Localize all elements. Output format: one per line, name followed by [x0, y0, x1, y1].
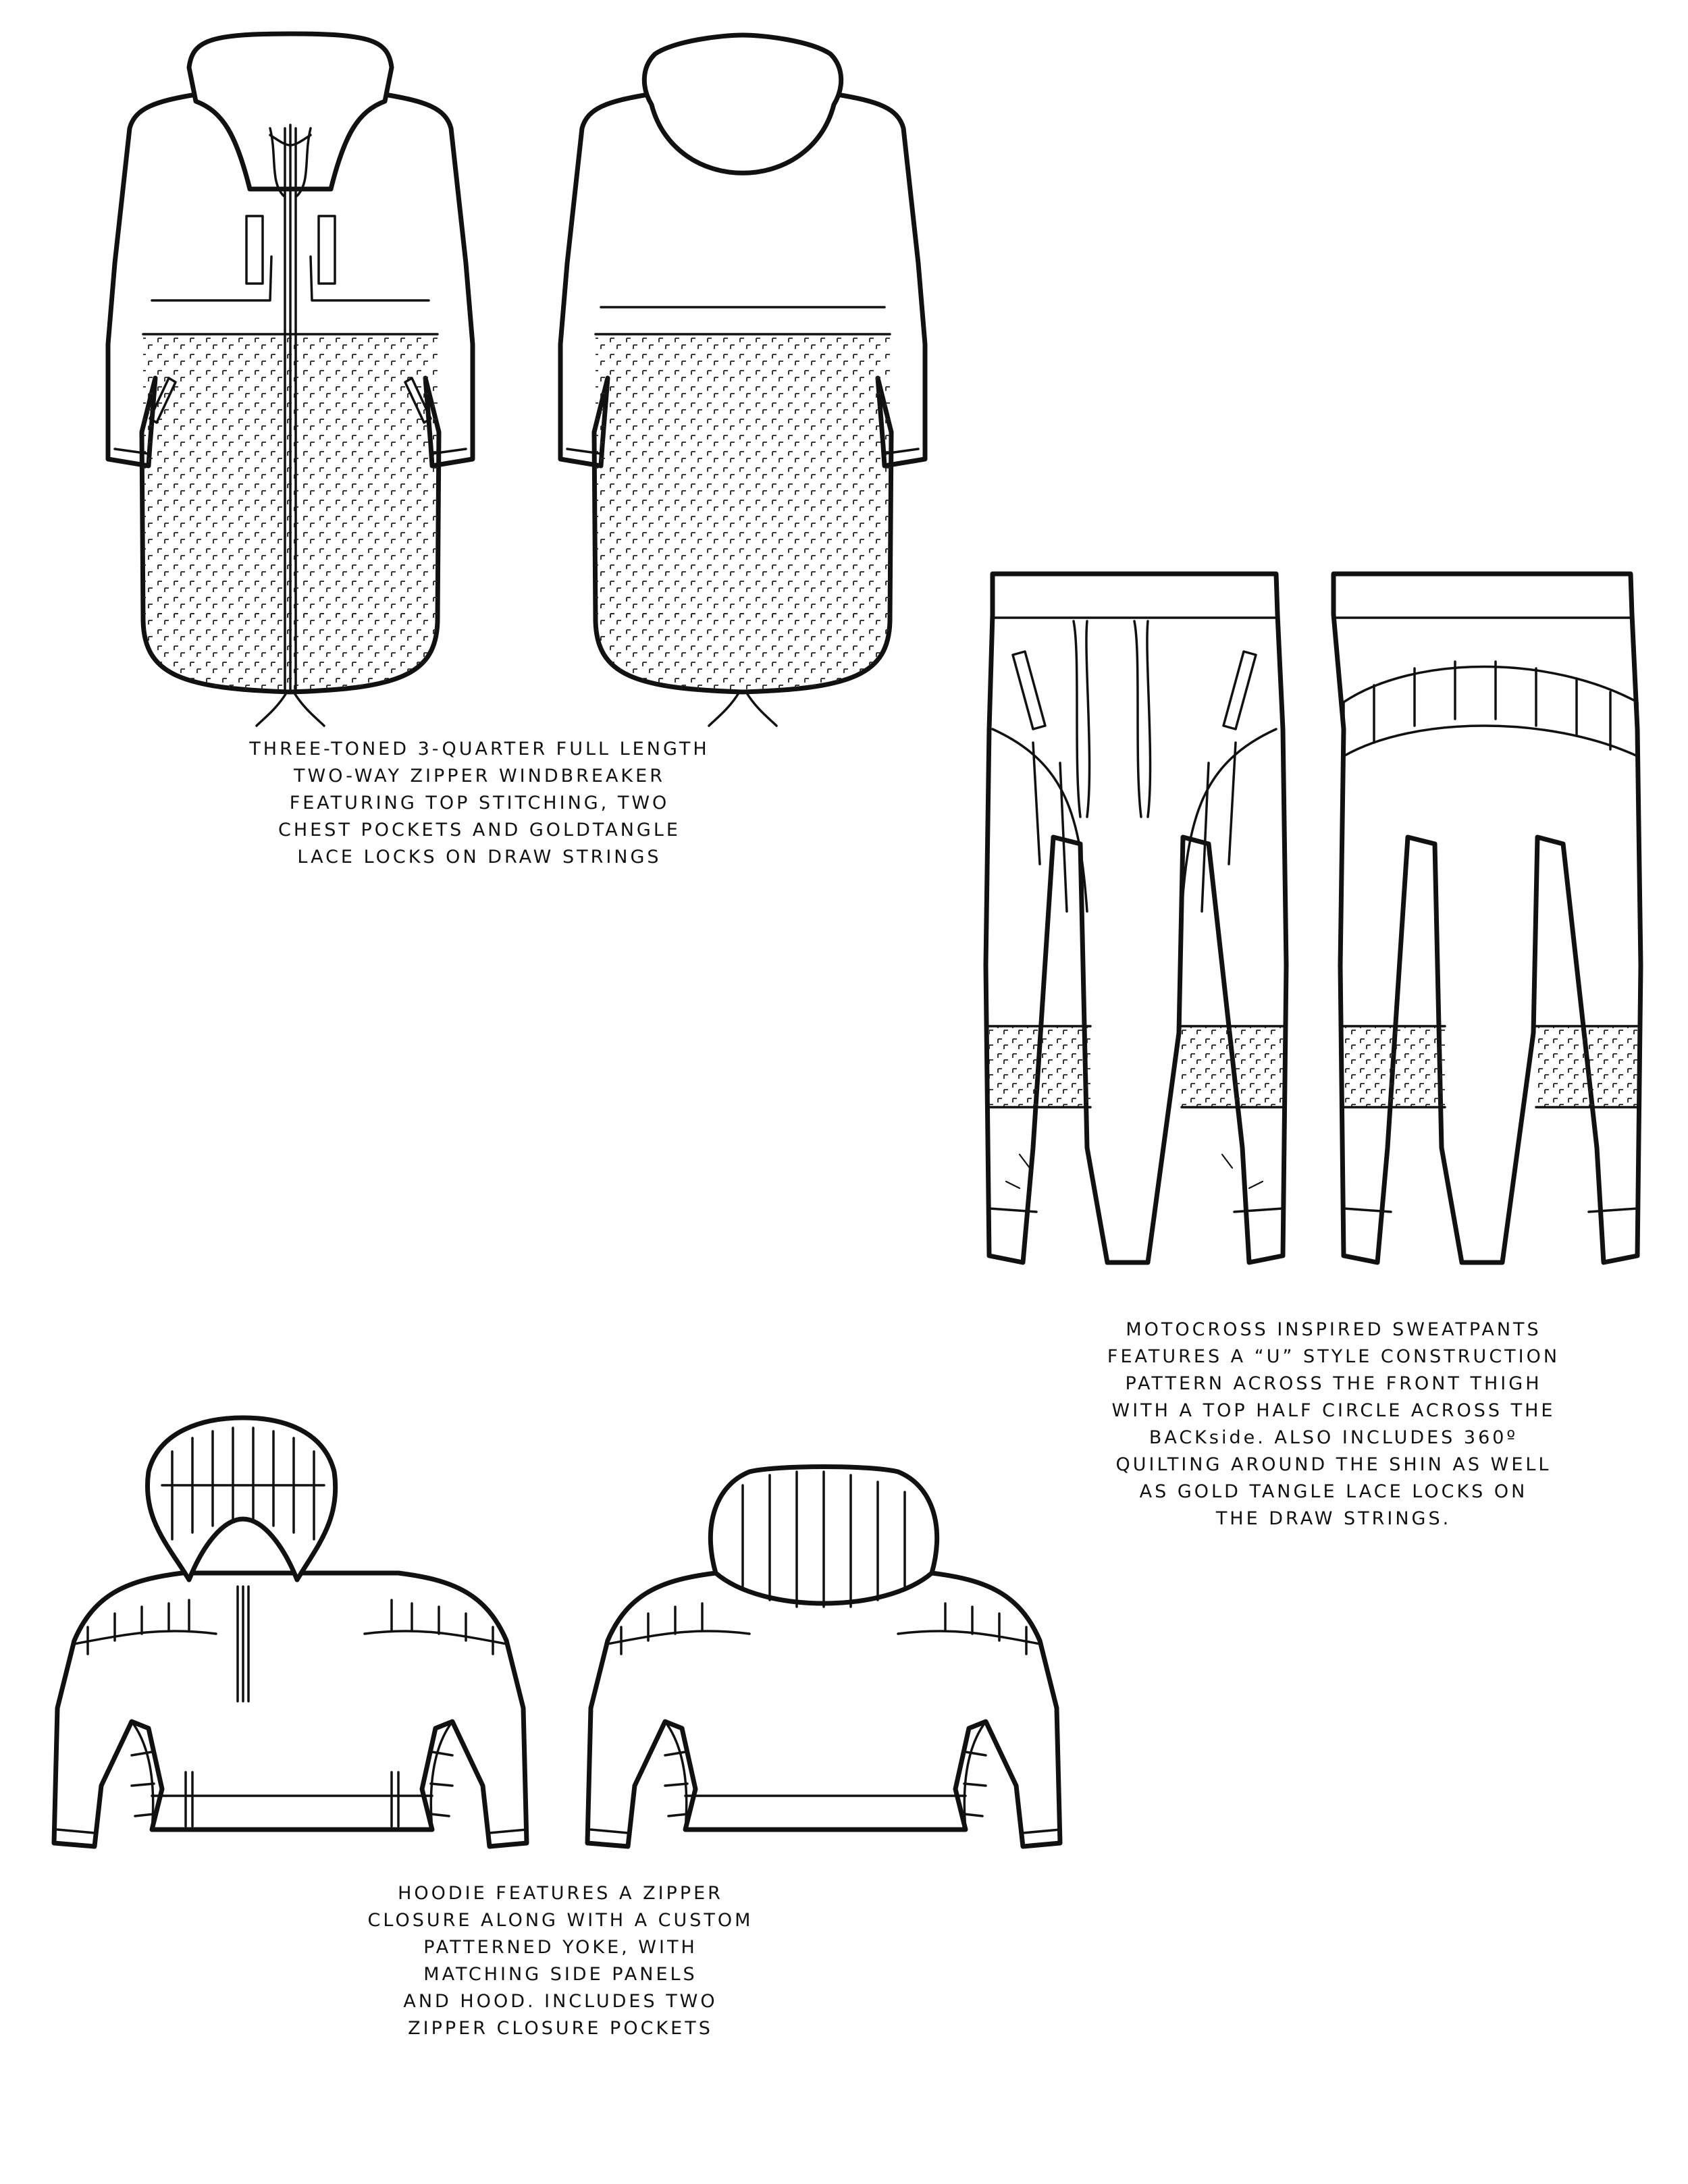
sweatpants-caption [1077, 1316, 1590, 1533]
caption-line: TWO-WAY ZIPPER WINDBREAKER [294, 766, 665, 787]
caption-line: LACE LOCKS ON DRAW STRINGS [297, 847, 662, 868]
windbreaker-front-sketch [74, 27, 506, 702]
caption-line: AND HOOD. INCLUDES TWO [403, 1991, 718, 2012]
caption-line: ZIPPER CLOSURE POCKETS [408, 2018, 713, 2039]
caption-line: PATTERNED YOKE, WITH [423, 1937, 697, 1958]
caption-line: THREE-TONED 3-QUARTER FULL LENGTH [249, 739, 710, 760]
caption-line: HOODIE FEATURES A ZIPPER [398, 1883, 723, 1904]
hoodie-back-sketch [560, 1411, 1087, 1843]
caption-line: BACKside. ALSO INCLUDES 360º [1149, 1427, 1519, 1448]
windbreaker-back-sketch [527, 27, 959, 702]
hoodie-caption [317, 1880, 803, 2042]
windbreaker-caption [176, 736, 783, 871]
caption-line: PATTERN ACROSS THE FRONT THIGH [1125, 1373, 1542, 1394]
hoodie-front-sketch [27, 1411, 554, 1843]
caption-line: CLOSURE ALONG WITH A CUSTOM [367, 1910, 754, 1931]
caption-line: MATCHING SIDE PANELS [423, 1964, 697, 1985]
caption-line: QUILTING AROUND THE SHIN AS WELL [1115, 1454, 1552, 1475]
caption-line: FEATURES A “U” STYLE CONSTRUCTION [1107, 1346, 1560, 1367]
caption-line: FEATURING TOP STITCHING, TWO [289, 793, 670, 814]
caption-line: MOTOCROSS INSPIRED SWEATPANTS [1126, 1319, 1541, 1340]
sweatpants-back-sketch [1313, 560, 1664, 1303]
sweatpants-front-sketch [966, 560, 1303, 1303]
caption-line: CHEST POCKETS AND GOLDTANGLE [278, 820, 681, 841]
caption-line: WITH A TOP HALF CIRCLE ACROSS THE [1111, 1400, 1556, 1421]
caption-line: AS GOLD TANGLE LACE LOCKS ON [1139, 1481, 1528, 1502]
caption-line: THE DRAW STRINGS. [1215, 1508, 1452, 1529]
